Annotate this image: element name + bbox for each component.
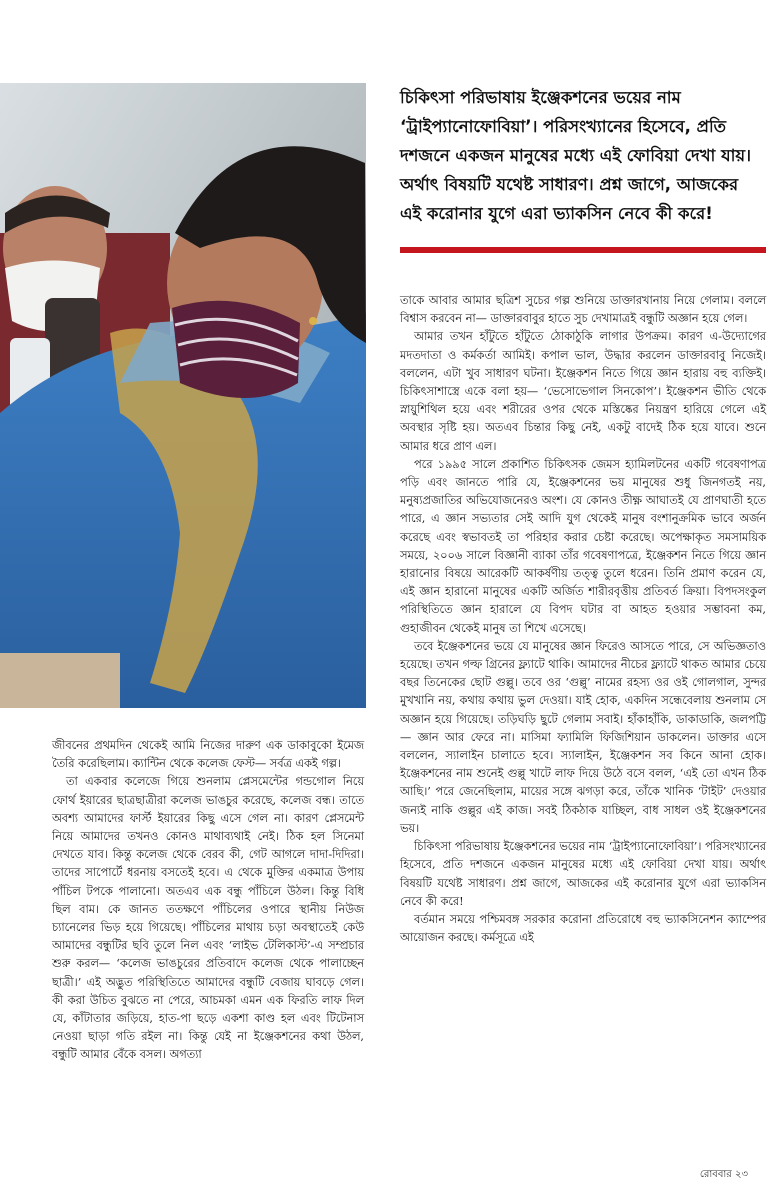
paragraph: তা একবার কলেজে গিয়ে শুনলাম প্লেসমেন্টের গন্ডগোল নিয়ে ফোর্থ ইয়ারের ছাত্রছাত্রীরা কলেজ ভাঙচুর করেছে, কলেজ বন্ধ। তাতে অবশ্য আমাদের ফার্স্ট ইয়ারের কিছু এসে গেল না। কারণ প্লেসমেন্ট নিয়ে আমাদের তখনও কোনও মাথাব্যথাই নেই। ঠিক হল সিনেমা দেখতে যাব। কিন্তু কলেজ থেকে বেরব কী, গেট আগলে দাদা-দিদিরা। তাদের সাপোর্টে ধরনায় বসতেই হবে। এ থেকে মুক্তির একমাত্র উপায় পাঁচিল টপকে পালানো। অতএব এক বন্ধু পাঁচিলে উঠল। কিন্তু বিধি ছিল বাম। কে জানত ততক্ষণে পাঁচিলের ওপারে স্থানীয় নিউজ চ্যানেলের ভিড় হয়ে গিয়েছে। পাঁচিলের মাথায় চড়া অবস্থাতেই কেউ আমাদের বন্ধুটির ছবি তুলে নিল এবং ‘লাইভ টেলিকাস্ট’-এ সম্প্রচার শুরু করল— ‘কলেজ ভাঙচুরের প্রতিবাদে কলেজ থেকে পালাচ্ছেন ছাত্রী।’ এই অদ্ভুত পরিস্থিতিতে আমাদের বন্ধুটি বেজায় ঘাবড়ে গেল। কী করা উচিত বুঝতে না পেরে, আচমকা এমন এক ফিরতি লাফ দিল যে, কাঁটাতার জড়িয়ে, হাত-পা ছড়ে একশা কাণ্ড হল এবং টিটেনাস নেওয়া ছাড়া গতি রইল না। কিন্তু যেই না ইঞ্জেকশনের কথা উঠল, বন্ধুটি আমার বেঁকে বসল। অগত্যা [52,775,364,1062]
paragraph: চিকিৎসা পরিভাষায় ইঞ্জেকশনের ভয়ের নাম ‘ট্রাইপ্যানোফোবিয়া’। পরিসংখ্যানের হিসেবে, প্রতি দশজনে একজন মানুষের মধ্যে এই ফোবিয়া দেখা যায়। অর্থাৎ বিষয়টি যথেষ্ট সাধারণ। প্রশ্ন জাগে, আজকের এই করোনার যুগে এরা ভ্যাকসিন নেবে কী করে! [400,840,766,908]
paragraph: জীবনের প্রথমদিন থেকেই আমি নিজের দারুণ এক ডাকাবুকো ইমেজ তৈরি করেছিলাম। ক্যান্টিন থেকে কলেজ ফেস্ট— সর্বত্র একই গল্প। [52,739,364,771]
paragraph: তবে ইঞ্জেকশনের ভয়ে যে মানুষের জ্ঞান ফিরেও আসতে পারে, সে অভিজ্ঞতাও হয়েছে। তখন গল্ফ গ্রিনের ফ্ল্যাটে থাকি। আমাদের নীচের ফ্ল্যাটে থাকত আমার চেয়ে বছর তিনেকের ছোট গুল্লু। তবে ওর ‘গুল্লু’ নামের রহস্য ওর ওই গোলগাল, সুন্দর মুখখানি নয়, কথায় কথায় ভুল দেওয়া। যাই হোক, একদিন সন্ধেবেলায় শুনলাম সে অজ্ঞান হয়ে গিয়েছে। তড়িঘড়ি ছুটে গেলাম সবাই। হাঁকাহাঁকি, ডাকাডাকি, জলপট্টি— জ্ঞান আর ফেরে না। মাসিমা ফ্যামিলি ফিজিশিয়ান ডাকলেন। ডাক্তার এসে বললেন, স্যালাইন চালাতে হবে। স্যালাইন, ইঞ্জেকশন সব কিনে আনা হোক। ইঞ্জেকশনের নাম শুনেই গুল্লু খাটে লাফ দিয়ে উঠে বসে বলল, ‘এই তো এখন ঠিক আছি।’ পরে জেনেছিলাম, মায়ের সঙ্গে ঝগড়া করে, তাঁকে খানিক ‘টাইট’ দেওয়ার জন্যই নাকি গুল্লুর এই কাজ। সবই ঠিকঠাক যাচ্ছিল, বাধ সাধল ওই ইঞ্জেকশনের ভয়। [400,639,766,835]
pull-quote: চিকিৎসা পরিভাষায় ইঞ্জেকশনের ভয়ের নাম ‘ট্রাইপ্যানোফোবিয়া’। পরিসংখ্যানের হিসেবে, প্রতি দশজনে একজন মানুষের মধ্যে এই ফোবিয়া দেখা যায়। অর্থাৎ বিষয়টি যথেষ্ট সাধারণ। প্রশ্ন জাগে, আজকের এই করোনার যুগে এরা ভ্যাকসিন নেবে কী করে! [400,88,751,223]
paragraph: বর্তমান সময়ে পশ্চিমবঙ্গ সরকার করোনা প্রতিরোধে বহু ভ্যাকসিনেশন ক্যাম্পের আয়োজন করছে। কর্মসূত্রে এই [400,912,766,945]
paragraph: তাকে আবার আমার ছত্রিশ সুচের গল্প শুনিয়ে ডাক্তারখানায় নিয়ে গেলাম। বললে বিশ্বাস করবেন না— ডাক্তারবাবুর হাতে সুচ দেখামাত্রই বন্ধুটি অজ্ঞান হয়ে গেল। [400,294,766,326]
photo-icon [0,83,366,708]
article-column-right [400,292,766,947]
red-divider [400,247,766,253]
page-folio: রোববার ২৩ [699,1169,748,1180]
paragraph: পরে ১৯৯৫ সালে প্রকাশিত চিকিৎসক জেমস হ্যামিলটনের একটি গবেষণাপত্র পড়ি এবং জানতে পারি যে, ইঞ্জেকশনের ভয় মানুষের শুধু জিনগতই নয়, মনুষ্যপ্রজাতির অভিযোজনেরও অংশ। যে কোনও তীক্ষ্ণ আঘাতই যে প্রাণঘাতী হতে পারে, এ জ্ঞান সভ্যতার সেই আদি যুগ থেকেই মানুষ বংশানুক্রমিক ভাবে অর্জন করেছে এবং স্বভাবতই তা পরিহার করার চেষ্টা করেছে। অপেক্ষাকৃত সমসাময়িক সময়ে, ২০০৬ সালে বিজ্ঞানী ব্যাকা তাঁর গবেষণাপত্রে, ইঞ্জেকশন নিতে গিয়ে জ্ঞান হারানোর বিষয়ে আরেকটি আকর্ষণীয় তত্ত্ব তুলে ধরেন। তিনি প্রমাণ করেন যে, এই জ্ঞান হারানো মানুষের একটি অর্জিত শারীরবৃত্তীয় প্রতিবর্ত ক্রিয়া। বিপদসংকুল পরিস্থিতিতে জ্ঞান হারালে যে বিপদ ঘটার বা আহত হওয়ার সম্ভাবনা কম, গুহাজীবন থেকেই মানুষ তা শিখে এসেছে। [400,457,766,635]
article-photo [0,83,366,708]
article-column-left [52,737,364,1065]
paragraph: আমার তখন হাঁটুতে হাঁটুতে ঠোকাঠুকি লাগার উপক্রম। কারণ এ-উদ্যোগের মদতদাতা ও কর্মকর্তা আমিই। কপাল ভাল, উদ্ধার করলেন ডাক্তারবাবু নিজেই। বললেন, এটা খুব সাধারণ ঘটনা। ইঞ্জেকশন নিতে গিয়ে জ্ঞান হারায় বহু ব্যক্তিই। চিকিৎসাশাস্ত্রে একে বলা হয়— ‘ভেসোভেগাল সিনকোপ’। ইঞ্জেকশন ভীতি থেকে স্নায়ুশিথিল হয়ে এবং শরীরের ওপর থেকে মস্তিষ্কের নিয়ন্ত্রণ হারিয়ে গেলে এই অবস্থার সৃষ্টি হয়। অতএব চিন্তার কিছু নেই, একটু বাদেই ঠিক হয়ে যাবে। শুনে আমার ধরে প্রাণ এল। [400,330,766,453]
